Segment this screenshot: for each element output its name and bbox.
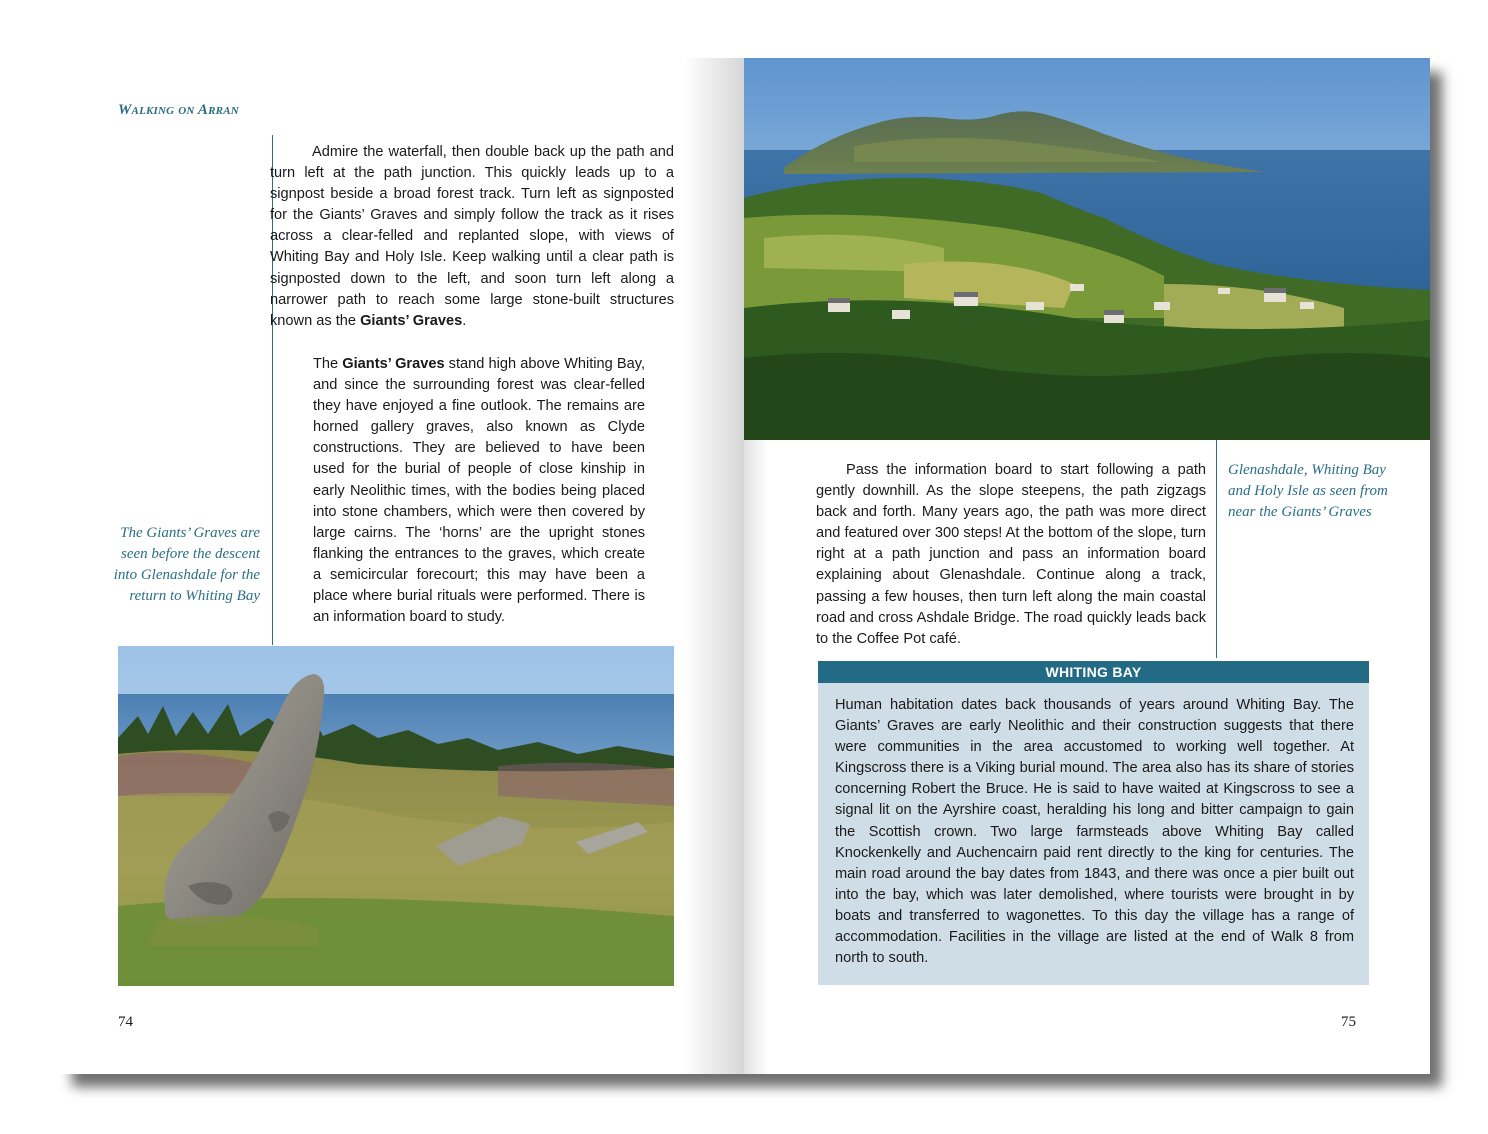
photo-caption-right: Glenashdale, Whiting Bay and Holy Isle as seen from near the Giants’ Graves: [1228, 462, 1388, 520]
whiting-bay-photo: [744, 58, 1430, 440]
giants-graves-paragraph: The Giants’ Graves stand high above Whiting Bay, and since the surrounding forest was clear-felled they have enjoyed a fine outlook. The remains are horned gallery graves, also known as Clyde constructions. They are believed to have been used for the burial of people of close kinship in early Neolithic times, with the bodies being placed into stone chambers, which were then covered by large cairns. The ‘horns’ are the upright stones flanking the entrances to the graves, which create a semicircular forecourt; this may have been a place where burial rituals were performed. There is an information board to study.: [313, 356, 646, 626]
info-box: [818, 683, 1369, 985]
info-box-text: Human habitation dates back thousands of years around Whiting Bay. The Giants’ Graves are early Neolithic and their construction suggests that there were communities in the area accustomed to working well together. At Kingscross there is a Viking burial mound. The area also has its share of stories concerning Robert the Bruce. He is said to have waited at Kingscross to see a signal lit on the Ayrshire coast, heralding his long and bitter campaign to gain the Scottish crown. Two large farmsteads above Whiting Bay called Knockenkelly and Auchencairn paid rent directly to the king for centuries. The main road around the bay dates from 1843, and there was once a pier built out into the bay, which was later demolished, where tourists were brought in by boats and transferred to wagonettes. To this day the village has a range of accommodation. Facilities in the village are listed at the end of Walk 8 from north to south.: [835, 697, 1354, 967]
page-number-right: 75: [1341, 1014, 1356, 1030]
photo-caption-left: The Giants’ Graves are seen before the descent into Glenashdale for the return to Whiting Bay: [113, 525, 260, 604]
giants-graves-photo: [118, 646, 674, 986]
route-paragraph-2: Pass the information board to start following a path gently downhill. As the slope steepens, the path zigzags back and forth. Many years ago, the path was more direct and featured over 300 steps! At the bottom of the slope, turn right at a path junction and pass an information board explaining about Glenashdale. Continue along a track, passing a few houses, then turn left along the main coastal road and cross Ashdale Bridge. The road quickly leads back to the Coffee Pot café.: [816, 462, 1206, 647]
giants-graves-bold: Giants’ Graves: [342, 356, 445, 372]
right-page: [744, 58, 1430, 1074]
left-page: [58, 58, 744, 1074]
column-rule-right: [1216, 440, 1217, 658]
giants-graves-bold: Giants’ Graves: [360, 312, 463, 329]
page-number-left: 74: [118, 1014, 133, 1030]
route-paragraph-1: Admire the waterfall, then double back up the path and turn left at the path junction. This quickly leads up to a signpost beside a broad forest track. Turn left as signposted for the Giants’ Graves and simply follow the track as it rises across a clear-felled and replanted slope, with views of Whiting Bay and Holy Isle. Keep walking until a clear path is signposted down to the left, and soon turn left along a narrower path to reach some large stone-built structures known as the Giants’ Graves.: [270, 144, 674, 329]
running-head: Walking on Arran: [118, 102, 239, 118]
gutter-shading: [684, 58, 744, 1074]
info-box-title: WHITING BAY: [818, 661, 1369, 683]
